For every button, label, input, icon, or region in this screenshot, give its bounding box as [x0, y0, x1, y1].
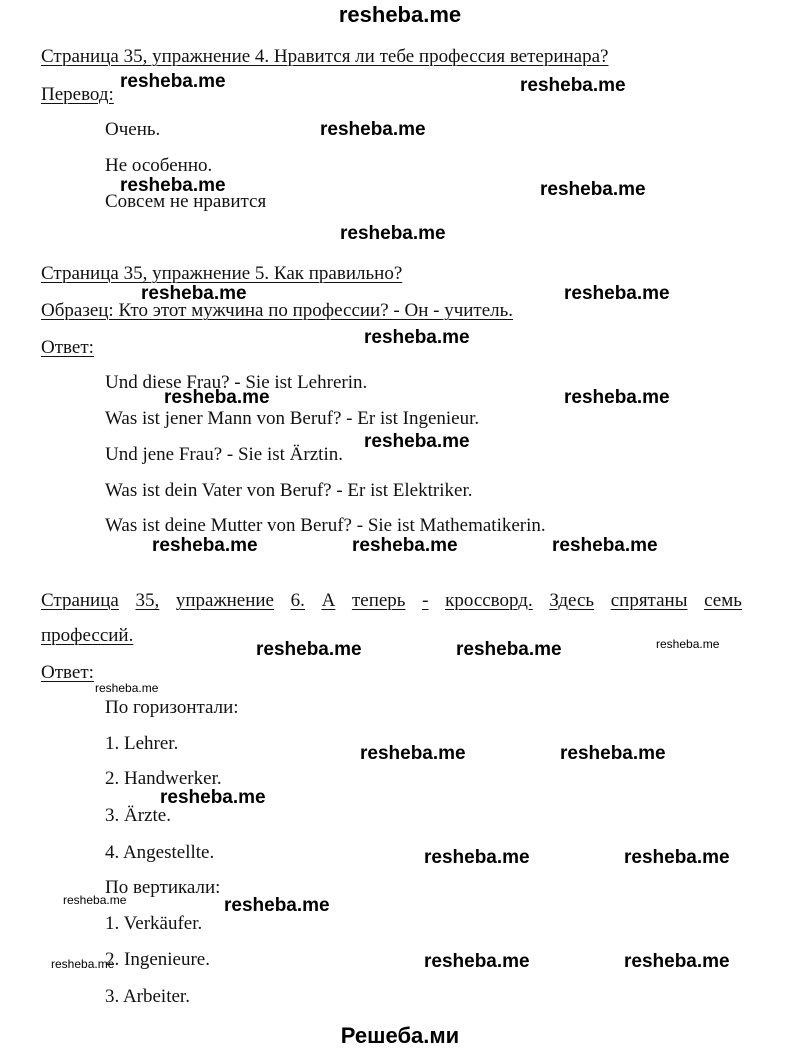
watermark: resheba.me	[540, 179, 646, 200]
watermark: resheba.me	[624, 847, 730, 868]
exercise-5-item: Was ist jener Mann von Beruf? - Er ist Ingenieur.	[105, 408, 480, 429]
exercise-4-label: Перевод:	[41, 84, 114, 105]
watermark: resheba.me	[120, 175, 226, 196]
exercise-5-item: Und jene Frau? - Sie ist Ärztin.	[105, 444, 343, 465]
title-word: семь	[704, 590, 742, 611]
exercise-5-sample: Образец: Кто этот мужчина по профессии? - Он - учитель.	[41, 300, 514, 321]
exercise-4-title: Страница 35, упражнение 4. Нравится ли тебе профессия ветеринара?	[41, 46, 609, 67]
watermark: resheba.me	[160, 787, 266, 808]
watermark: resheba.me	[320, 119, 426, 140]
footer-watermark: Решеба.ми	[340, 1023, 460, 1048]
title-word: Здесь	[549, 590, 595, 611]
exercise-6-title-line2: профессий.	[41, 625, 134, 646]
watermark: resheba.me	[564, 387, 670, 408]
watermark: resheba.me	[224, 895, 330, 916]
watermark: resheba.me	[520, 75, 626, 96]
watermark: resheba.me	[364, 327, 470, 348]
watermark-small: resheba.me	[95, 681, 159, 695]
title-word: 35,	[135, 590, 160, 611]
title-word: упражнение	[175, 590, 274, 611]
watermark: resheba.me	[424, 847, 530, 868]
watermark: resheba.me	[624, 951, 730, 972]
title-word: кроссворд.	[445, 590, 533, 611]
watermark-small: resheba.me	[51, 957, 115, 971]
exercise-4-item: Очень.	[105, 119, 161, 140]
watermark: resheba.me	[256, 639, 362, 660]
watermark: resheba.me	[424, 951, 530, 972]
watermark: resheba.me	[152, 535, 258, 556]
exercise-5-item: Was ist deine Mutter von Beruf? - Sie ist Mathematikerin.	[105, 515, 546, 536]
horizontal-item: 3. Ärzte.	[105, 805, 171, 826]
watermark: resheba.me	[560, 743, 666, 764]
exercise-4-item: Не особенно.	[105, 155, 213, 176]
title-word: Страница	[41, 590, 119, 611]
title-word: А	[321, 590, 336, 611]
horizontal-item: 4. Angestellte.	[105, 842, 215, 863]
vertical-item: 1. Verkäufer.	[105, 913, 203, 934]
horizontal-item: 1. Lehrer.	[105, 733, 179, 754]
watermark: resheba.me	[364, 431, 470, 452]
exercise-6-title-line1	[41, 591, 742, 610]
exercise-5-label: Ответ:	[41, 337, 94, 358]
exercise-4-item: Совсем не нравится	[105, 191, 267, 212]
title-word: 6.	[290, 590, 305, 611]
exercise-5-item: Was ist dein Vater von Beruf? - Er ist Elektriker.	[105, 480, 473, 501]
title-word: спрятаны	[610, 590, 688, 611]
exercise-5-title: Страница 35, упражнение 5. Как правильно?	[41, 263, 403, 284]
exercise-6-label: Ответ:	[41, 662, 94, 683]
title-word: теперь	[351, 590, 406, 611]
watermark: resheba.me	[564, 283, 670, 304]
watermark: resheba.me	[352, 535, 458, 556]
horizontal-item: 2. Handwerker.	[105, 768, 222, 789]
exercise-5-item: Und diese Frau? - Sie ist Lehrerin.	[105, 372, 368, 393]
watermark: resheba.me	[164, 387, 270, 408]
watermark: resheba.me	[360, 743, 466, 764]
vertical-item: 2. Ingenieure.	[105, 949, 210, 970]
header-watermark: resheba.me	[338, 2, 462, 27]
watermark: resheba.me	[552, 535, 658, 556]
watermark-small: resheba.me	[656, 637, 720, 651]
watermark: resheba.me	[456, 639, 562, 660]
vertical-heading: По вертикали:	[105, 877, 221, 898]
horizontal-heading: По горизонтали:	[105, 697, 239, 718]
watermark: resheba.me	[141, 283, 247, 304]
watermark: resheba.me	[340, 223, 446, 244]
watermark: resheba.me	[120, 71, 226, 92]
watermark-small: resheba.me	[63, 893, 127, 907]
title-word: -	[422, 590, 429, 611]
vertical-item: 3. Arbeiter.	[105, 986, 190, 1007]
